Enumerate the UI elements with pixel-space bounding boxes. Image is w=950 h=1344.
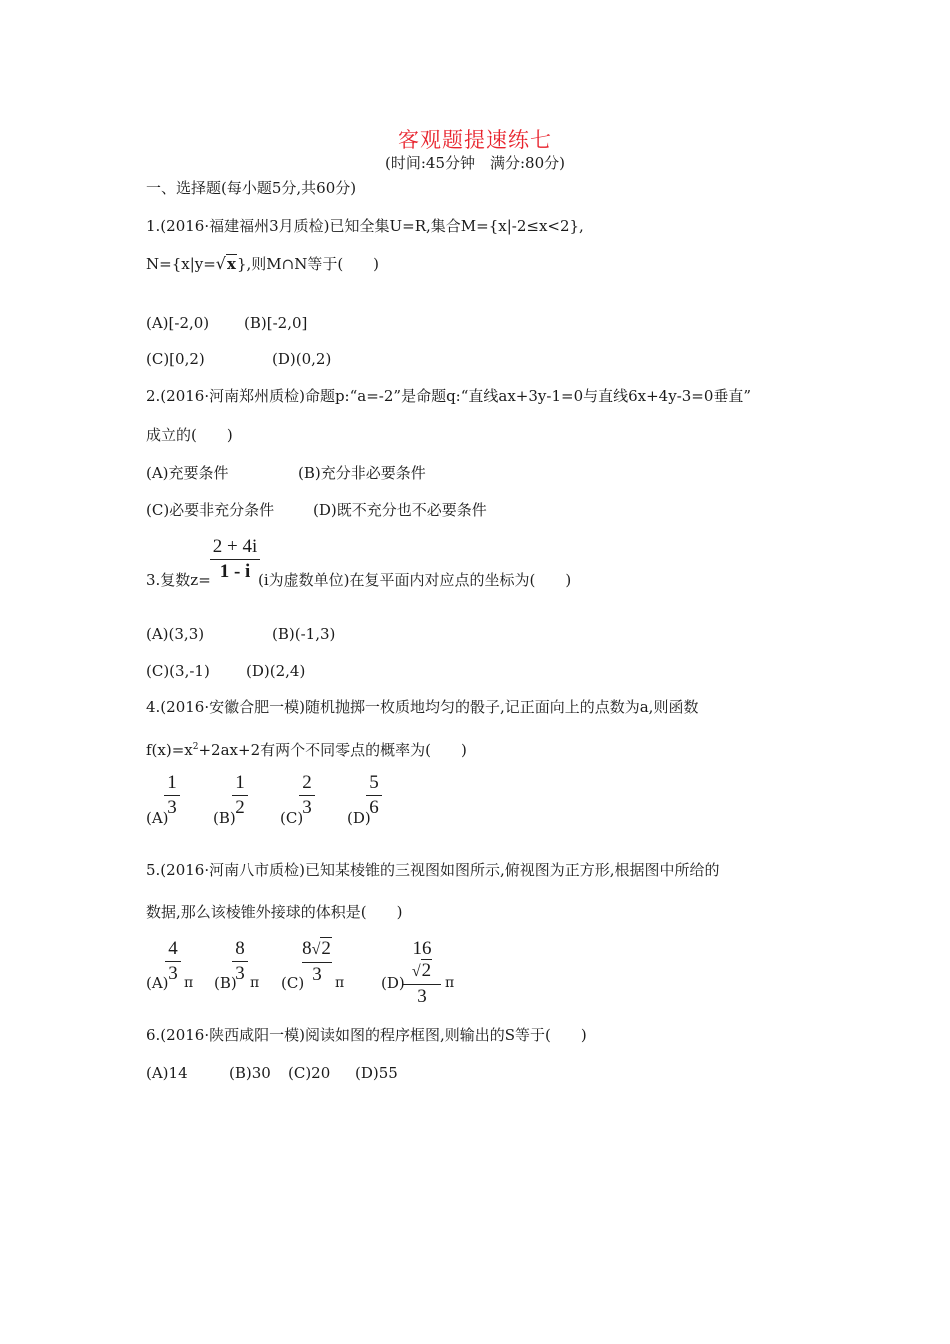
q5-a-bar [165, 961, 181, 962]
q5-option-b-pi: π [250, 975, 260, 991]
q5-option-a-label: (A) [146, 974, 169, 992]
q5-c-bar [302, 962, 332, 963]
q6-option-b[interactable]: (B)30 [229, 1064, 271, 1082]
q5-d-bar [403, 984, 441, 985]
q4-a-denominator: 3 [167, 797, 177, 818]
q1-stem-suffix: },则M∩N等于( ) [236, 255, 380, 273]
q5-option-b-fraction [232, 938, 248, 985]
q5-option-c[interactable] [281, 973, 304, 993]
q4-option-b-fraction [232, 772, 248, 819]
q4-c-numerator: 2 [302, 772, 312, 793]
q4-option-a-fraction [164, 772, 180, 819]
q2-option-c[interactable]: (C)必要非充分条件 [146, 501, 275, 519]
q2-stem-line2: 成立的( ) [146, 426, 233, 444]
q2-option-a[interactable]: (A)充要条件 [146, 464, 229, 482]
q5-b-denominator: 3 [235, 963, 245, 984]
q4-exponent: 2 [192, 742, 199, 752]
q5-option-b-label: (B) [214, 974, 237, 992]
q5-b-numerator: 8 [235, 938, 245, 959]
q4-stem-prefix: f(x)=x [146, 741, 193, 759]
q5-option-d[interactable] [381, 973, 405, 993]
q2-option-b[interactable]: (B)充分非必要条件 [298, 464, 426, 482]
q4-stem-line1: 4.(2016·安徽合肥一模)随机抛掷一枚质地均匀的骰子,记正面向上的点数为a,则函数 [146, 698, 699, 716]
q1-sqrt-x: √x [215, 254, 236, 273]
q1-stem-prefix: N={x|y= [146, 255, 216, 273]
page-title: 客观题提速练七 [398, 128, 552, 152]
q5-option-c-label: (C) [281, 974, 305, 992]
q4-a-bar [164, 795, 180, 796]
q3-stem-suffix: (i为虚数单位)在复平面内对应点的坐标为( ) [258, 571, 572, 589]
q1-option-b[interactable]: (B)[-2,0] [244, 314, 308, 332]
q1-option-c[interactable]: (C)[0,2) [146, 350, 205, 368]
q5-option-a-fraction [165, 938, 181, 985]
q3-option-c[interactable]: (C)(3,-1) [146, 662, 210, 680]
q1-stem-line1: 1.(2016·福建福州3月质检)已知全集U=R,集合M={x|-2≤x<2}, [146, 217, 584, 235]
q5-stem-line2: 数据,那么该棱锥外接球的体积是( ) [146, 903, 403, 921]
q4-option-d-fraction [366, 772, 382, 819]
q5-option-d-pi: π [445, 975, 455, 991]
q5-option-c-fraction [302, 938, 332, 986]
q1-option-a[interactable]: (A)[-2,0) [146, 314, 210, 332]
q5-c-denominator: 3 [312, 964, 322, 985]
q1-stem-line2 [146, 254, 379, 274]
q5-option-d-label: (D) [381, 974, 405, 992]
q5-a-numerator: 4 [168, 938, 178, 959]
q3-option-d[interactable]: (D)(2,4) [246, 662, 306, 680]
q3-stem-prefix: 3.复数z= [146, 571, 211, 589]
q1-option-d[interactable]: (D)(0,2) [272, 350, 332, 368]
q4-option-d-label: (D) [347, 809, 371, 827]
q4-option-b-label: (B) [213, 809, 236, 827]
q4-stem-suffix: +2ax+2有两个不同零点的概率为( ) [198, 741, 467, 759]
q4-option-c-label: (C) [280, 809, 304, 827]
q5-d-denominator: 3 [417, 986, 427, 1007]
q6-option-a[interactable]: (A)14 [146, 1064, 188, 1082]
q4-c-bar [299, 795, 315, 796]
q3-option-a[interactable]: (A)(3,3) [146, 625, 205, 643]
q6-stem-line1: 6.(2016·陕西咸阳一模)阅读如图的程序框图,则输出的S等于( ) [146, 1026, 587, 1044]
q4-stem-line2 [146, 737, 467, 760]
q4-option-a-label: (A) [146, 809, 169, 827]
q5-b-bar [232, 961, 248, 962]
q3-fraction-bar [210, 559, 260, 560]
q6-option-d[interactable]: (D)55 [355, 1064, 398, 1082]
q4-d-denominator: 6 [369, 797, 379, 818]
q4-option-c-fraction [299, 772, 315, 819]
q5-d-numerator: 16√2 [411, 938, 432, 981]
q4-b-bar [232, 795, 248, 796]
q3-fraction-denominator: 1 - i [219, 561, 251, 582]
q3-fraction-numerator: 2 + 4i [212, 536, 258, 557]
q5-a-denominator: 3 [168, 963, 178, 984]
q5-option-d-fraction [403, 938, 441, 1008]
page-subtitle: (时间:45分钟 满分:80分) [385, 154, 565, 172]
q4-b-denominator: 2 [235, 797, 245, 818]
q4-c-denominator: 3 [302, 797, 312, 818]
q4-d-numerator: 5 [369, 772, 379, 793]
q2-stem-line1: 2.(2016·河南郑州质检)命题p:“a=-2”是命题q:“直线ax+3y-1=0与直线6x+4y-3=0垂直” [146, 387, 752, 405]
q4-d-bar [366, 795, 382, 796]
q5-option-c-pi: π [335, 975, 345, 991]
q5-c-numerator: 8√2 [302, 938, 331, 959]
q5-stem-line1: 5.(2016·河南八市质检)已知某棱锥的三视图如图所示,俯视图为正方形,根据图中所给的 [146, 861, 720, 879]
q3-option-b[interactable]: (B)(-1,3) [272, 625, 336, 643]
q3-fraction [210, 536, 260, 583]
section-heading: 一、选择题(每小题5分,共60分) [146, 179, 357, 197]
q5-option-a-pi: π [184, 975, 194, 991]
q4-b-numerator: 1 [235, 772, 245, 793]
q4-a-numerator: 1 [167, 772, 177, 793]
q2-option-d[interactable]: (D)既不充分也不必要条件 [313, 501, 487, 519]
q6-option-c[interactable]: (C)20 [288, 1064, 331, 1082]
